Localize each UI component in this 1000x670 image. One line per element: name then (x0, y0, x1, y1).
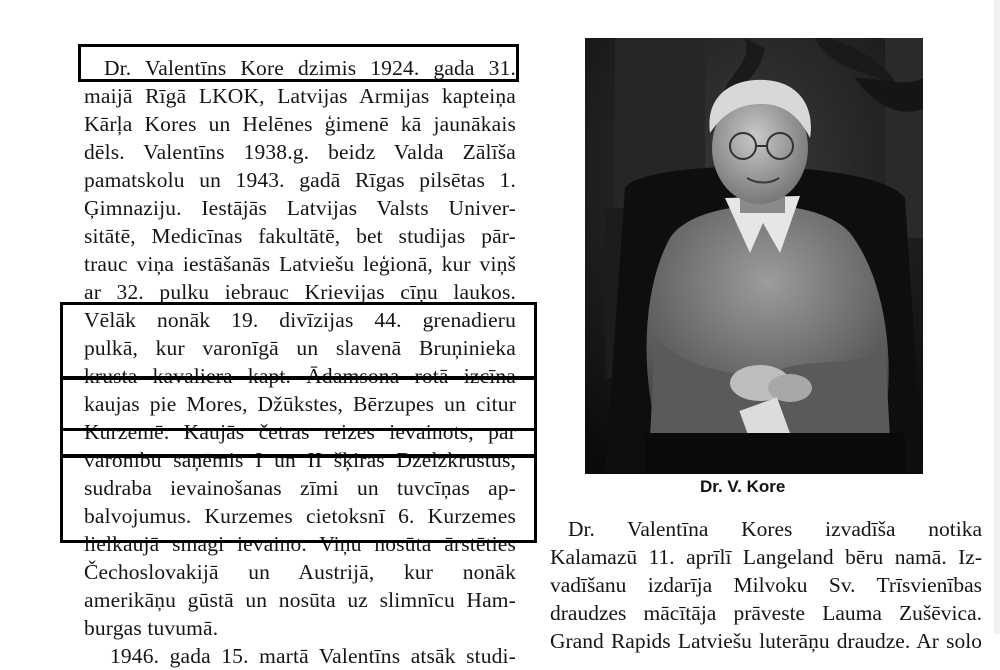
text-line: burgas tuvumā. (84, 616, 219, 640)
text-line: sitātē, Medicīnas fakultātē, bet studijas pār- (84, 224, 516, 248)
text-line: Dr. Valentīna Kores izvadīša notika (568, 517, 982, 541)
text-line: Dr. Valentīns Kore dzimis 1924. gada 31. (104, 56, 516, 80)
text-line: kaujas pie Mores, Džūkstes, Bērzupes un citur (84, 392, 516, 416)
text-line: Vēlāk nonāk 19. divīzijas 44. grenadieru (84, 308, 516, 332)
text-line: ar 32. pulku iebrauc Krievijas cīņu laukos. (84, 280, 516, 304)
text-line: 1946. gada 15. martā Valentīns atsāk studi- (110, 644, 516, 668)
text-line: pulkā, kur varonīgā un slavenā Bruņinieka (84, 336, 516, 360)
portrait-image (585, 38, 923, 474)
text-line: Kurzemē. Kaujās četras reizes ievainots, par (84, 420, 516, 444)
text-line: draudzes mācītāja prāveste Lauma Zušēvica. (550, 601, 982, 625)
text-line: vadīšanu izdarīja Milvoku Sv. Trīsvienības (550, 573, 982, 597)
highlight-box (78, 44, 519, 82)
text-line: Kārļa Kores un Helēnes ģimenē kā jaunākais (84, 112, 516, 136)
text-line: Čechoslovakijā un Austrijā, kur nonāk (84, 560, 516, 584)
text-line: balvojumus. Kurzemes cietoksnī 6. Kurzemes (84, 504, 516, 528)
text-line: krusta kavaliera kapt. Ādamsona rotā izcīna (84, 364, 516, 388)
highlight-box (60, 428, 537, 457)
text-line: Ģimnaziju. Iestājās Latvijas Valsts Univer- (84, 196, 516, 220)
text-line: sudraba ievainošanas zīmi un tuvcīņas ap- (84, 476, 516, 500)
text-line: Kalamazū 11. aprīlī Langeland bēru namā. Iz- (550, 545, 982, 569)
highlight-box (60, 376, 537, 431)
text-line: maijā Rīgā LKOK, Latvijas Armijas kapteiņa (84, 84, 516, 108)
highlight-box (60, 455, 537, 543)
text-line: varonību saņēmis I un II šķiras Dzelzkrustus, (84, 448, 516, 472)
portrait-photo (585, 38, 923, 474)
text-line: lielkaujā smagi ievaino. Viņu nosūta ārstēties (84, 532, 516, 556)
text-line: amerikāņu gūstā un nosūta uz slimnīcu Ham- (84, 588, 516, 612)
text-line: pamatskolu un 1943. gadā Rīgas pilsētas 1. (84, 168, 516, 192)
text-line: dēls. Valentīns 1938.g. beidz Valda Zālīša (84, 140, 516, 164)
photo-caption: Dr. V. Kore (700, 477, 786, 496)
text-line: Grand Rapids Latviešu luterāņu draudze. Ar solo (550, 629, 982, 653)
text-line: trauc viņa iestāšanās Latviešu leģionā, kur viņš (84, 252, 516, 276)
highlight-box (60, 302, 537, 380)
page-edge (994, 0, 1000, 634)
